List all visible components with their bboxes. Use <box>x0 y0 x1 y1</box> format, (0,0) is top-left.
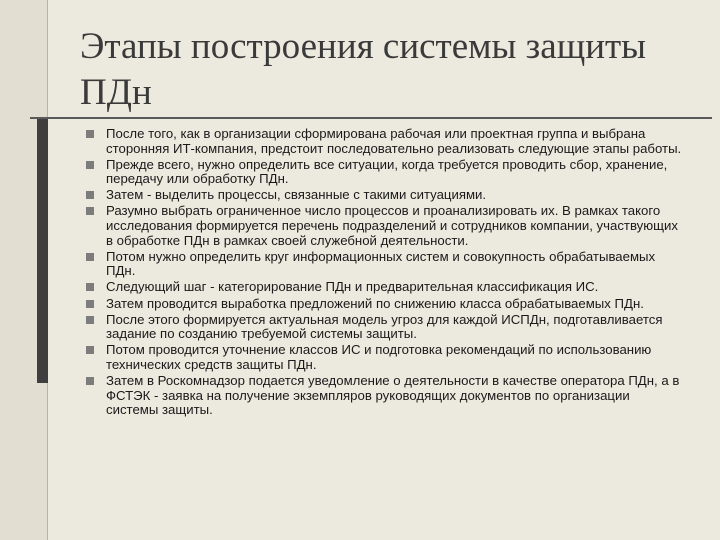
list-item <box>84 188 684 203</box>
list-item <box>84 158 684 187</box>
bullet-text: Затем проводится выработка предложений по снижению класса обрабатываемых ПДн. <box>106 295 644 311</box>
square-bullet-icon <box>86 283 94 291</box>
square-bullet-icon <box>86 253 94 261</box>
bullet-text: После того, как в организации сформирована рабочая или проектная группа и выбрана сторонняя ИТ-компания, предстоит последовательно реализовать следующие этапы работы. <box>106 126 682 156</box>
band-divider-top <box>47 0 48 118</box>
bullet-list <box>84 127 684 419</box>
slide-title: Этапы построения системы защиты ПДн <box>80 26 647 113</box>
list-item <box>84 313 684 342</box>
square-bullet-icon <box>86 191 94 199</box>
bullet-text: Затем в Роскомнадзор подается уведомление о деятельности в качестве оператора ПДн, а в ФСТЭК - заявка на получение экземпляров руководящих документов по организации системы защиты. <box>106 373 680 418</box>
band-divider-bottom <box>47 380 48 540</box>
square-bullet-icon <box>86 346 94 354</box>
bullet-text: Прежде всего, нужно определить все ситуации, когда требуется проводить сбор, хранение, передачу или обработку ПДн. <box>106 156 668 187</box>
list-item <box>84 374 684 418</box>
bullet-text: Потом проводится уточнение классов ИС и подготовка рекомендаций по использованию технических средств защиты ПДн. <box>106 342 652 372</box>
list-item <box>84 280 684 295</box>
bullet-text: Разумно выбрать ограниченное число процессов и проанализировать их. В рамках такого исследования формируется перечень подразделений и сотрудников компании, участвующих в обработке ПДн в рамках своей служебной деятельности. <box>106 203 678 248</box>
square-bullet-icon <box>86 207 94 215</box>
bullet-text: После этого формируется актуальная модель угроз для каждой ИСПДн, подготавливается задание по созданию требуемой системы защиты. <box>106 311 663 342</box>
list-item <box>84 297 684 312</box>
list-item <box>84 204 684 248</box>
band-accent-bar <box>37 118 48 383</box>
bullet-text: Следующий шаг - категорирование ПДн и предварительная классификация ИС. <box>106 279 599 295</box>
list-item <box>84 343 684 372</box>
square-bullet-icon <box>86 161 94 169</box>
square-bullet-icon <box>86 316 94 324</box>
square-bullet-icon <box>86 130 94 138</box>
bullet-text: Потом нужно определить круг информационных систем и совокупность обрабатываемых ПДн. <box>106 248 656 279</box>
bullet-text: Затем - выделить процессы, связанные с такими ситуациями. <box>106 187 487 203</box>
title-underline <box>30 117 712 119</box>
list-item <box>84 250 684 279</box>
square-bullet-icon <box>86 300 94 308</box>
list-item <box>84 127 684 156</box>
square-bullet-icon <box>86 377 94 385</box>
